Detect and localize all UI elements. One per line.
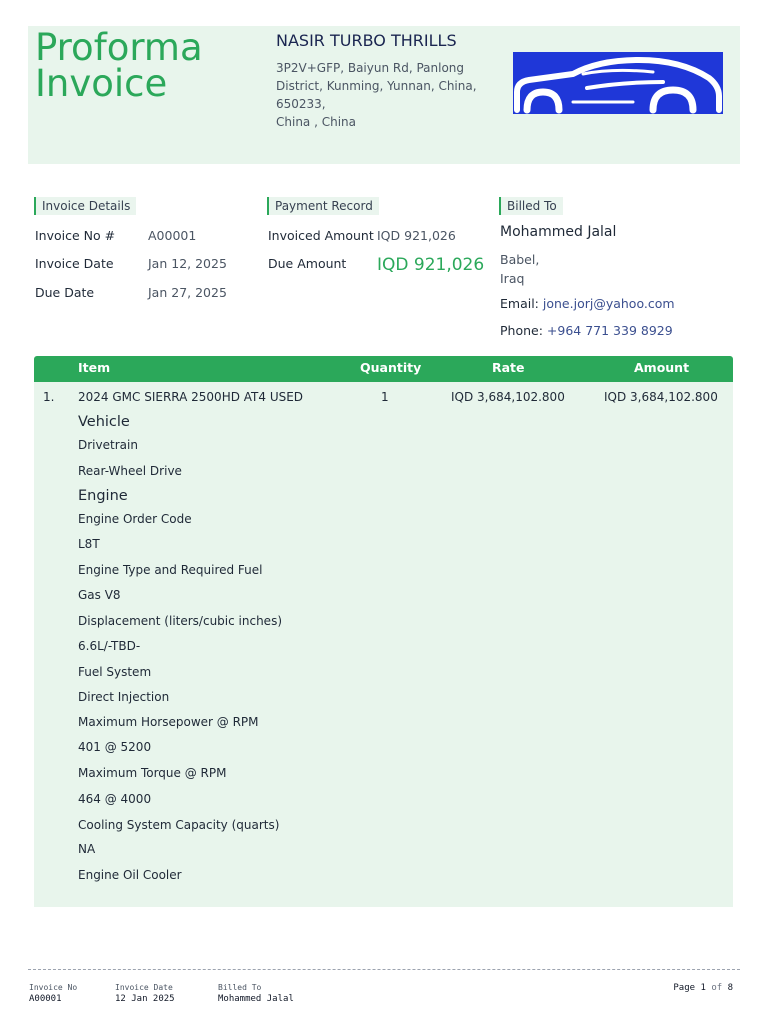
column-header-item: Item <box>78 360 111 375</box>
invoice-date-label: Invoice Date <box>35 256 114 271</box>
item-amount: IQD 3,684,102.800 <box>604 390 718 404</box>
document-title: Proforma Invoice <box>35 26 203 105</box>
column-header-quantity: Quantity <box>360 360 422 375</box>
spec-line: Engine Order Code <box>78 512 192 526</box>
spec-line: Displacement (liters/cubic inches) <box>78 614 282 628</box>
spec-line: Engine Oil Cooler <box>78 868 182 882</box>
row-index: 1. <box>43 390 55 404</box>
payment-record-heading: Payment Record <box>267 197 379 215</box>
customer-name: Mohammed Jalal <box>500 224 617 240</box>
footer-invoice-date: 12 Jan 2025 <box>115 994 175 1004</box>
customer-email <box>500 296 675 311</box>
due-date-label: Due Date <box>35 285 95 300</box>
due-amount-label: Due Amount <box>268 256 347 271</box>
spec-line: Gas V8 <box>78 588 121 602</box>
address-line: District, Kunming, Yunnan, China, <box>276 79 477 93</box>
customer-phone <box>500 323 673 338</box>
footer-billed-to: Mohammed Jalal <box>218 994 294 1004</box>
address-line: 3P2V+GFP, Baiyun Rd, Panlong <box>276 61 465 75</box>
spec-line: Engine Type and Required Fuel <box>78 563 263 577</box>
footer-divider <box>28 969 740 970</box>
invoiced-amount-label: Invoiced Amount <box>268 228 374 243</box>
spec-line: Fuel System <box>78 665 152 679</box>
footer-invoice-no: A00001 <box>29 994 62 1004</box>
spec-line: NA <box>78 842 96 856</box>
due-amount-value: IQD 921,026 <box>377 255 485 275</box>
items-table-header <box>34 356 733 382</box>
page-total: 8 <box>727 983 733 993</box>
spec-heading: Engine <box>78 488 128 504</box>
spec-line: 6.6L/-TBD- <box>78 639 141 653</box>
email-label: Email: <box>500 296 539 311</box>
billed-to-heading: Billed To <box>499 197 563 215</box>
invoice-details-heading: Invoice Details <box>34 197 136 215</box>
column-header-rate: Rate <box>492 360 525 375</box>
item-rate: IQD 3,684,102.800 <box>451 390 565 404</box>
customer-address-line: Iraq <box>500 271 525 286</box>
item-name: 2024 GMC SIERRA 2500HD AT4 USED <box>78 390 304 404</box>
invoice-date-value: Jan 12, 2025 <box>148 256 227 271</box>
invoice-no-value: A00001 <box>148 228 197 243</box>
car-silhouette-logo-icon <box>513 52 723 114</box>
page-of: of <box>711 983 723 993</box>
footer-invoice-no-label: Invoice No <box>29 983 78 992</box>
spec-line: Maximum Horsepower @ RPM <box>78 715 259 729</box>
page-indicator <box>673 983 733 993</box>
spec-line: 464 @ 4000 <box>78 792 152 806</box>
company-address <box>276 59 486 131</box>
company-name: NASIR TURBO THRILLS <box>276 31 457 50</box>
footer-invoice-date-label: Invoice Date <box>115 983 173 992</box>
due-date-value: Jan 27, 2025 <box>148 285 227 300</box>
column-header-amount: Amount <box>634 360 690 375</box>
address-line: 650233, <box>276 97 326 111</box>
customer-address-line: Babel, <box>500 252 540 267</box>
page-current: 1 <box>700 983 706 993</box>
spec-line: Maximum Torque @ RPM <box>78 766 227 780</box>
footer-billed-to-label: Billed To <box>218 983 262 992</box>
email-value[interactable]: jone.jorj@yahoo.com <box>542 296 675 311</box>
spec-line: Drivetrain <box>78 438 138 452</box>
page-label: Page <box>673 983 696 993</box>
phone-value[interactable]: +964 771 339 8929 <box>546 323 673 338</box>
spec-line: Cooling System Capacity (quarts) <box>78 818 280 832</box>
invoiced-amount-value: IQD 921,026 <box>377 228 456 243</box>
spec-heading: Vehicle <box>78 414 130 430</box>
address-line: China , China <box>276 115 356 129</box>
items-table-body <box>34 382 733 907</box>
phone-label: Phone: <box>500 323 543 338</box>
spec-line: 401 @ 5200 <box>78 740 152 754</box>
spec-line: L8T <box>78 537 100 551</box>
spec-line: Rear-Wheel Drive <box>78 464 182 478</box>
item-quantity: 1 <box>381 390 389 404</box>
invoice-header <box>28 26 740 164</box>
spec-line: Direct Injection <box>78 690 170 704</box>
invoice-no-label: Invoice No # <box>35 228 116 243</box>
